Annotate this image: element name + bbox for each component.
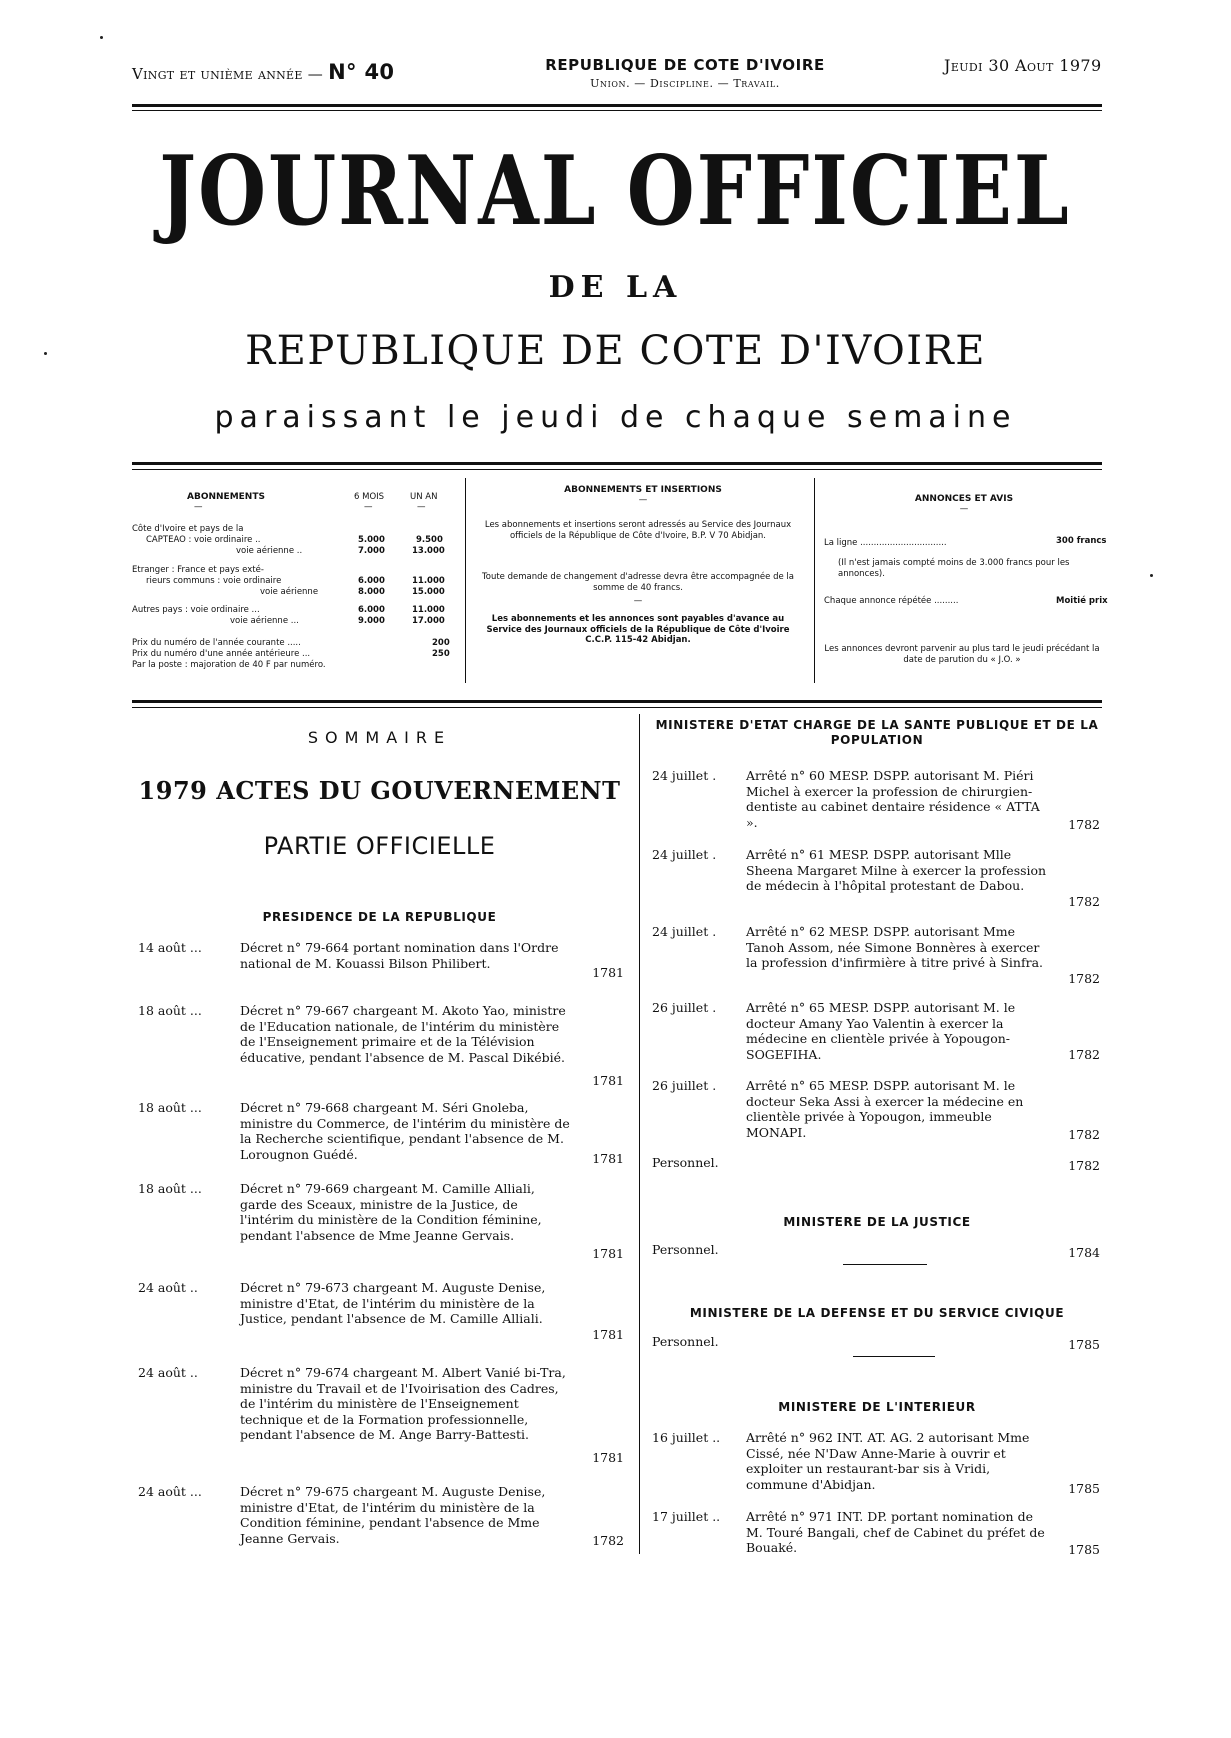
republic-header [520,56,850,90]
prix-value: 250 [432,649,450,659]
entry-text: Décret n° 79-668 chargeant M. Séri Gnoleba, ministre du Commerce, de l'intérim du ministère de la Recherche scientifique, pendant l'absence de M. Lorougnon Guédé. [240,1100,570,1162]
prix-value: 200 [432,638,450,648]
abonnements-heading: ABONNEMENTS [187,492,265,502]
entry-page-number: 1784 [1068,1244,1100,1260]
entry-date: 24 août .. [138,1280,198,1295]
entry-text: Décret n° 79-664 portant nomination dans l'Ordre national de M. Kouassi Bilson Philibert. [240,940,559,971]
scan-speck [100,36,103,39]
panel-rule [132,700,1102,703]
entry-date: Personnel. [652,1155,719,1170]
entry-text: Arrêté n° 65 MESP. DSPP. autorisant M. le docteur Seka Assi à exercer la médecine en clientèle privée à Yopougon, immeuble MONAPI. [746,1078,1024,1140]
entry-page-number: 1781 [592,1326,624,1342]
issue-date: Jeudi 30 Aout 1979 [944,56,1102,75]
entry-page-number: 1785 [1068,1480,1100,1496]
entry-page-number: 1782 [1068,970,1100,986]
sommaire-entry [652,1334,1100,1352]
entry-date: 18 août ... [138,1003,202,1018]
section-heading-sante: MINISTERE D'ETAT CHARGE DE LA SANTE PUBLIQUE ET DE LA POPULATION [655,718,1099,747]
abo-row-6mois: 5.000 [358,535,385,545]
entry-page-number: 1785 [1068,1541,1100,1557]
scan-speck [1150,574,1153,577]
insertions-address-change: Toute demande de changement d'adresse devra être accompagnée de la somme de 40 francs. [482,572,794,593]
entry-date: 24 août .. [138,1365,198,1380]
abo-row-6mois: 9.000 [358,616,385,626]
sommaire-entry [138,1181,624,1261]
abo-row-6mois: 8.000 [358,587,385,597]
section-heading-defense: MINISTERE DE LA DEFENSE ET DU SERVICE CIVIQUE [689,1306,1065,1320]
insertions-address: Les abonnements et insertions seront adressés au Service des Journaux officiels de la République de Côte d'Ivoire, B.P. V 70 Abidjan. [484,520,792,541]
masthead-tagline: paraissant le jeudi de chaque semaine [214,400,1017,435]
annonces-deadline: Les annonces devront parvenir au plus tard le jeudi précédant la date de parution du « J.O. » [824,644,1100,665]
annonces-minimum-note: (Il n'est jamais compté moins de 3.000 francs pour les annonces). [838,558,1070,579]
abo-row-6mois: 7.000 [358,546,385,556]
sommaire-entry [652,1430,1100,1496]
entry-text: Décret n° 79-667 chargeant M. Akoto Yao, ministre de l'Education nationale, de l'intérim du ministère de l'Enseignement primaire et de la Télévision éducative, pendant l'absence de M. Pascal Dikébié. [240,1003,566,1065]
prix-label: Par la poste : majoration de 40 F par numéro. [132,660,326,670]
republic-name: REPUBLIQUE DE COTE D'IVOIRE [545,56,825,74]
defense-rule [853,1356,935,1357]
sommaire-entry [652,924,1100,986]
entry-date: 24 juillet . [652,768,717,783]
annonces-repetee-label: Chaque annonce répétée ......... [824,596,959,606]
abo-row-label: Côte d'Ivoire et pays de la [132,524,244,534]
annonces-ligne-label: La ligne ................................ [824,538,947,548]
sommaire-entry [652,847,1100,909]
entry-date: 24 juillet . [652,847,717,862]
entry-page-number: 1781 [592,964,624,980]
entry-date: 24 juillet . [652,924,717,939]
entry-date: Personnel. [652,1334,719,1349]
abo-row-label: voie aérienne [260,587,319,597]
entry-text: Décret n° 79-674 chargeant M. Albert Vanié bi-Tra, ministre du Travail et de l'Ivoirisation des Cadres, de l'intérim du ministère de l'Enseignement technique et de la Formation professionnelle, pendant l'absence de M. Ange Barry-Battesti. [240,1365,566,1442]
sommaire-entry [138,1100,624,1166]
entry-date: 26 juillet . [652,1078,717,1093]
entry-page-number: 1782 [1068,893,1100,909]
sommaire-entry [138,940,624,980]
annonces-ligne-value: 300 francs [1056,536,1107,546]
entry-text: Arrêté n° 60 MESP. DSPP. autorisant M. Piéri Michel à exercer la profession de chirurgien-dentiste au cabinet dentaire résidence « ATTA ». [746,768,1040,830]
entry-page-number: 1782 [1068,1046,1100,1062]
annonces-repetee-value: Moitié prix [1056,596,1108,606]
partie-officielle-heading: PARTIE OFFICIELLE [263,832,496,860]
insertions-heading: ABONNEMENTS ET INSERTIONS [564,485,722,495]
section-heading-justice: MINISTERE DE LA JUSTICE [783,1215,971,1229]
masthead-rule [132,462,1102,465]
entry-page-number: 1782 [592,1532,624,1548]
entry-text: Arrêté n° 62 MESP. DSPP. autorisant Mme Tanoh Assom, née Simone Bonnères à exercer la profession d'infirmière à titre privé à Sinfra. [746,924,1044,970]
sommaire-entry [652,1509,1100,1557]
abo-row-1an: 11.000 [412,605,445,615]
sommaire-entry [138,1003,624,1088]
abo-row-label: CAPTEAO : voie ordinaire .. [146,535,261,545]
annonces-heading: ANNONCES ET AVIS [914,494,1014,504]
entry-page-number: 1782 [1068,1126,1100,1142]
actes-heading: 1979 ACTES DU GOUVERNEMENT [138,776,621,805]
entry-page-number: 1781 [592,1072,624,1088]
prix-label: Prix du numéro d'une année antérieure ... [132,649,311,659]
sommaire-entry [652,1242,1100,1260]
sommaire-entry [652,1078,1100,1142]
abo-row-1an: 11.000 [412,576,445,586]
sommaire-entry [652,1155,1100,1173]
entry-text: Arrêté n° 962 INT. AT. AG. 2 autorisant Mme Cissé, née N'Daw Anne-Marie à ouvrir et exploiter un restaurant-bar sis à Vridi, commune d'Abidjan. [746,1430,1030,1492]
entry-page-number: 1781 [592,1245,624,1261]
col-1an: UN AN [410,492,438,502]
abo-row-label: voie aérienne .. [236,546,303,556]
scan-speck [44,352,47,355]
entry-page-number: 1782 [1068,1157,1100,1173]
abonnements-panel: ABONNEMENTS 6 MOIS UN AN — — — Côte d'Ivoire et pays de la CAPTEAO : voie ordinaire .. 5.000 9.500 voie aérienne .. 7.000 13.000 Etranger : France et pays exté- rieurs communs : voie ordinaire 6.000 11.000 voie aérienne 8.000 15.000 Autres pays : voie ordinaire ... 6.000 11.000 voie aérienne ... 9.000 17.000 Prix du numéro de l'année courante ..... 200 Prix du numéro d'une année antérieure ... 250 Par la poste : majoration de 40 F par numéro. [132,492,450,670]
entry-page-number: 1782 [1068,816,1100,832]
abo-row-6mois: 6.000 [358,576,385,586]
abo-row-1an: 9.500 [416,535,443,545]
sommaire-heading: SOMMAIRE [307,728,452,747]
abo-row-label: voie aérienne ... [230,616,299,626]
sommaire-entry [652,768,1100,832]
annonces-panel: ANNONCES ET AVIS — La ligne ................................ 300 francs (Il n'est jamais compté moins de 3.000 francs pour les annonces). Chaque annonce répétée ......... Moitié prix Les annonces devront parvenir au plus tard le jeudi précédant la date de parution du « J.O. » [824,494,1108,665]
entry-date: 16 juillet .. [652,1430,721,1445]
entry-text: Arrêté n° 61 MESP. DSPP. autorisant Mlle Sheena Margaret Milne à exercer la profession de médecin à l'hôpital protestant de Dabou. [746,847,1047,893]
section-heading-presidence: PRESIDENCE DE LA REPUBLIQUE [262,910,497,924]
masthead-republic: REPUBLIQUE DE COTE D'IVOIRE [245,328,986,374]
entry-text: Arrêté n° 65 MESP. DSPP. autorisant M. le docteur Amany Yao Valentin à exercer la médecine en clientèle privée à Yopougon-SOGEFIHA. [746,1000,1016,1062]
journal-title: JOURNAL OFFICIEL [159,136,1071,248]
prix-label: Prix du numéro de l'année courante ..... [132,638,301,648]
column-divider [639,714,640,1554]
panel-divider [465,478,466,683]
entry-page-number: 1781 [592,1150,624,1166]
entry-page-number: 1781 [592,1449,624,1465]
sommaire-entry [138,1484,624,1548]
abo-row-1an: 13.000 [412,546,445,556]
abo-row-1an: 17.000 [412,616,445,626]
entry-date: 17 juillet .. [652,1509,721,1524]
entry-date: 18 août ... [138,1100,202,1115]
insertions-payment: Les abonnements et les annonces sont payables d'avance au Service des Journaux officiels de la République de Côte d'Ivoire C.C.P. 115-42 Abidjan. [486,614,790,645]
abo-row-label: rieurs communs : voie ordinaire [146,576,282,586]
section-heading-interieur: MINISTERE DE L'INTERIEUR [778,1400,976,1414]
masthead-de-la: DE LA [548,270,683,305]
abo-row-6mois: 6.000 [358,605,385,615]
national-motto: Union. — Discipline. — Travail. [590,77,780,90]
panel-divider [814,478,815,683]
entry-date: 14 août ... [138,940,202,955]
justice-rule [843,1264,927,1265]
masthead-rule-thin [132,469,1102,470]
entry-text: Arrêté n° 971 INT. DP. portant nomination de M. Touré Bangali, chef de Cabinet du préfet de Bouaké. [746,1509,1045,1555]
abo-row-label: Autres pays : voie ordinaire ... [132,605,260,615]
header-rule [132,104,1102,107]
sommaire-entry [138,1280,624,1342]
year-label: Vingt et unième année [132,65,303,83]
abo-row-1an: 15.000 [412,587,445,597]
entry-date: Personnel. [652,1242,719,1257]
entry-date: 26 juillet . [652,1000,717,1015]
issue-number: N° 40 [328,60,395,84]
entry-text: Décret n° 79-669 chargeant M. Camille Alliali, garde des Sceaux, ministre de la Justice, de l'intérim du ministère de la Condition féminine, pendant l'absence de Mme Jeanne Gervais. [240,1181,542,1243]
entry-text: Décret n° 79-675 chargeant M. Auguste Denise, ministre d'Etat, de l'intérim du ministère de la Condition féminine, pendant l'absence de Mme Jeanne Gervais. [240,1484,546,1546]
entry-text: Décret n° 79-673 chargeant M. Auguste Denise, ministre d'Etat, de l'intérim du ministère de la Justice, pendant l'absence de M. Camille Alliali. [240,1280,546,1326]
abo-row-label: Etranger : France et pays exté- [132,565,264,575]
panel-rule-thin [132,707,1102,708]
entry-date: 24 août ... [138,1484,202,1499]
issue-header: Vingt et unième année — N° 40 [132,60,395,84]
col-6mois: 6 MOIS [354,492,385,502]
header-rule-thin [132,110,1102,111]
sommaire-entry [138,1365,624,1465]
entry-page-number: 1785 [1068,1336,1100,1352]
entry-date: 18 août ... [138,1181,202,1196]
insertions-panel: ABONNEMENTS ET INSERTIONS — Les abonnements et insertions seront adressés au Service des Journaux officiels de la République de Côte d'Ivoire, B.P. V 70 Abidjan. Toute demande de changement d'adresse devra être accompagnée de la somme de 40 francs. — Les abonnements et les annonces sont payables d'avance au Service des Journaux officiels de la République de Côte d'Ivoire C.C.P. 115-42 Abidjan. [478,478,808,683]
sommaire-entry [652,1000,1100,1062]
